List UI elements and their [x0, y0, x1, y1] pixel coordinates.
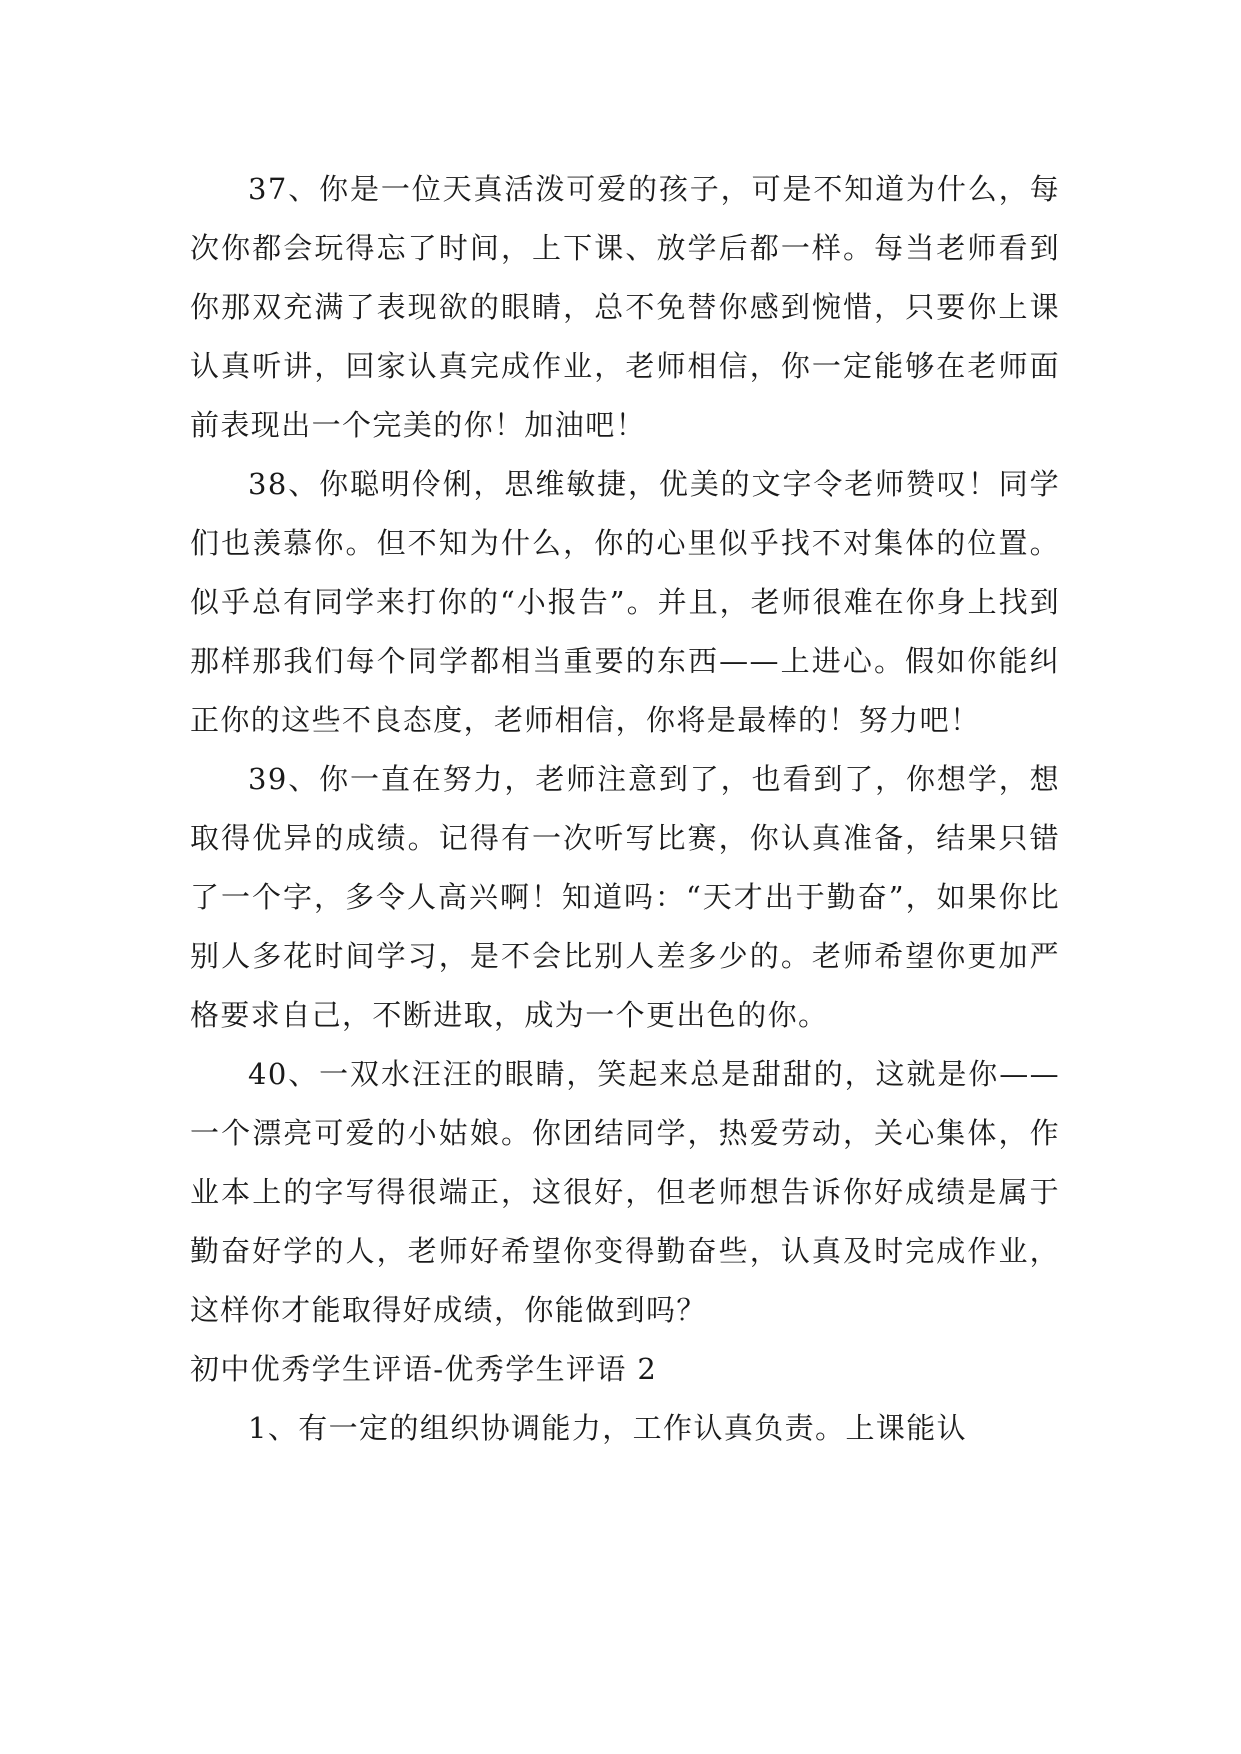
paragraph-38: 38、你聪明伶俐，思维敏捷，优美的文字令老师赞叹！同学们也羡慕你。但不知为什么，你的心里似乎找不对集体的位置。似乎总有同学来打你的“小报告”。并且，老师很难在你身上找到那样那我们每个同学都相当重要的东西——上进心。假如你能纠正你的这些不良态度，老师相信，你将是最棒的！努力吧！	[190, 467, 1060, 737]
section-heading: 初中优秀学生评语-优秀学生评语 2	[190, 1352, 658, 1386]
document-body	[190, 160, 1060, 1458]
paragraph-40: 40、一双水汪汪的眼睛，笑起来总是甜甜的，这就是你——一个漂亮可爱的小姑娘。你团结同学，热爱劳动，关心集体，作业本上的字写得很端正，这很好，但老师想告诉你好成绩是属于勤奋好学的人，老师好希望你变得勤奋些，认真及时完成作业，这样你才能取得好成绩，你能做到吗？	[190, 1057, 1060, 1327]
paragraph-1: 1、有一定的组织协调能力，工作认真负责。上课能认	[248, 1411, 968, 1445]
paragraph-39: 39、你一直在努力，老师注意到了，也看到了，你想学，想取得优异的成绩。记得有一次听写比赛，你认真准备，结果只错了一个字，多令人高兴啊！知道吗：“天才出于勤奋”，如果你比别人多花时间学习，是不会比别人差多少的。老师希望你更加严格要求自己，不断进取，成为一个更出色的你。	[190, 762, 1060, 1032]
paragraph-37: 37、你是一位天真活泼可爱的孩子，可是不知道为什么，每次你都会玩得忘了时间，上下课、放学后都一样。每当老师看到你那双充满了表现欲的眼睛，总不免替你感到惋惜，只要你上课认真听讲，回家认真完成作业，老师相信，你一定能够在老师面前表现出一个完美的你！加油吧！	[190, 172, 1060, 442]
